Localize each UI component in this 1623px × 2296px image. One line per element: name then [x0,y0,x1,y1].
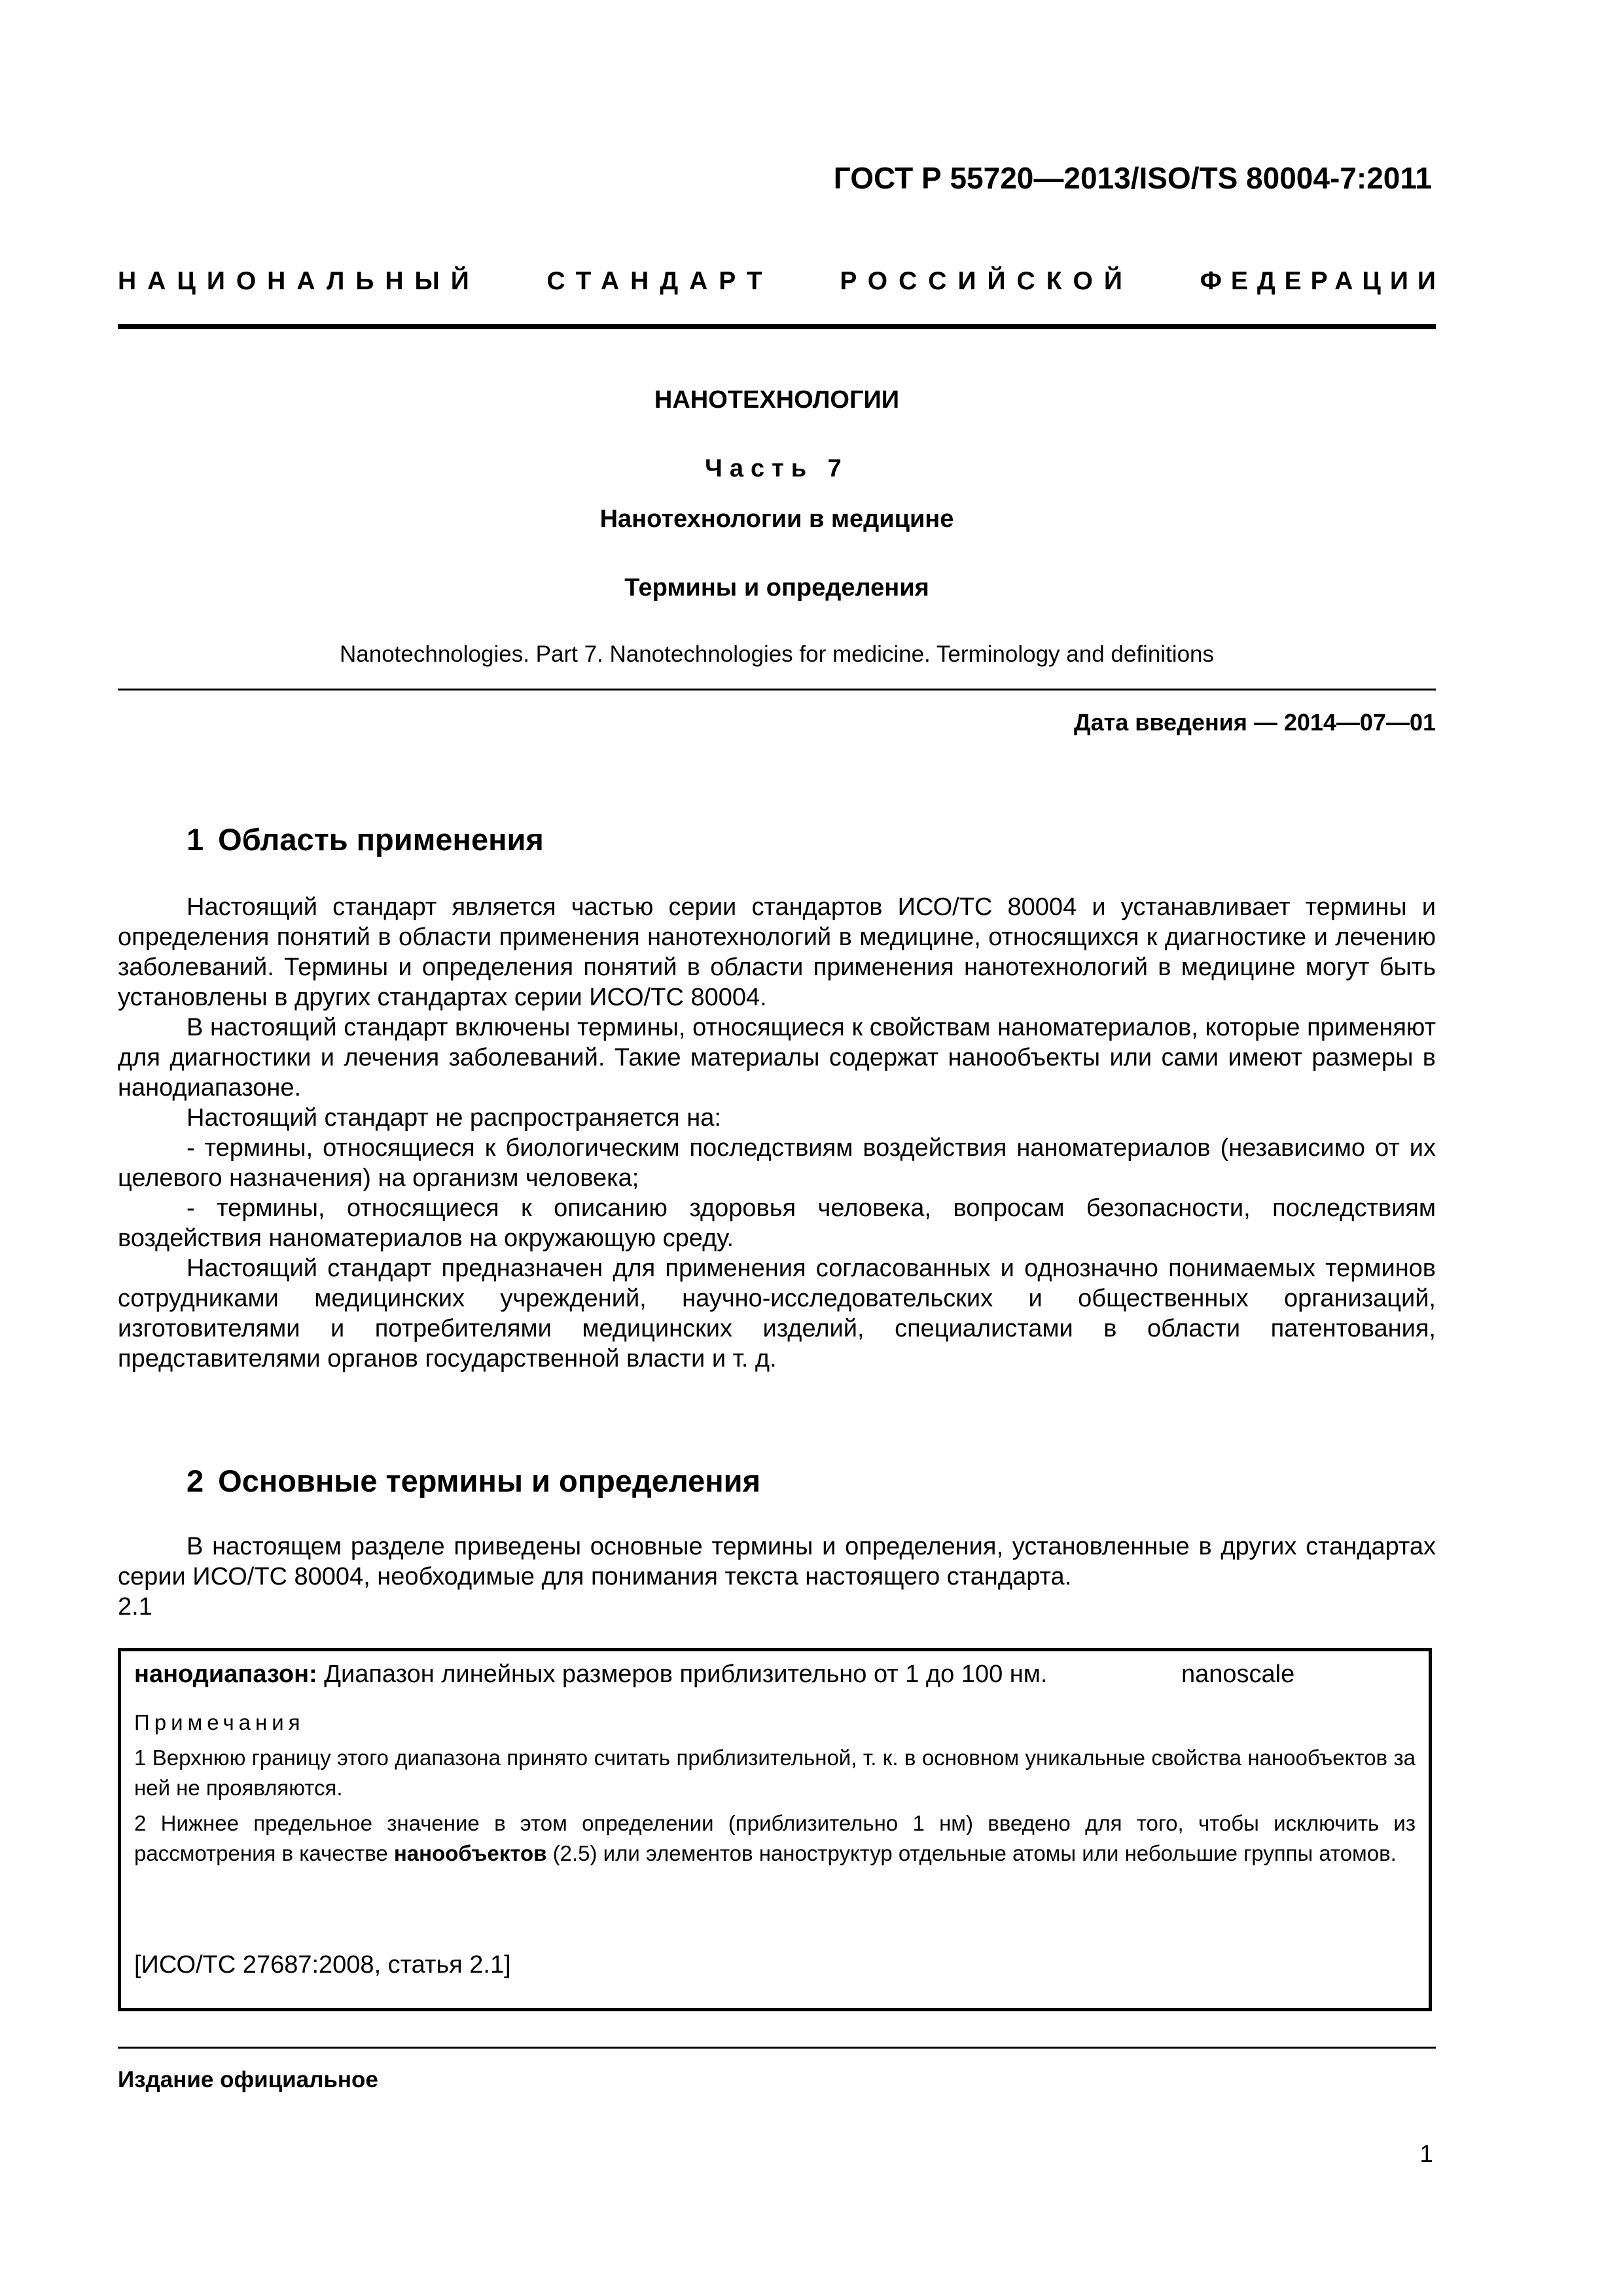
note-2-term-reference: нанообъектов [393,1841,547,1865]
list-item: - термины, относящиеся к биологическим последствиям воздействия наноматериалов (независимо от их целевого назначения) на организм человека; [118,1134,1436,1192]
section-number: 1 [187,822,204,857]
page-number: 1 [1419,2140,1433,2167]
introduction-date: Дата введения — 2014—07—01 [1073,709,1436,736]
section-title: Область применения [218,822,544,857]
national-standard-banner [118,267,1445,296]
banner-word: НАЦИОНАЛЬНЫЙ [118,267,480,295]
banner-word: СТАНДАРТ [546,267,774,295]
paragraph: Настоящий стандарт не распространяется на: [187,1104,721,1132]
note-2-text: 2 Нижнее предельное значение в этом определении (приблизительно 1 нм) введено для того, чтобы исключить из рассмотрения в качестве [134,1811,1416,1865]
paragraph: Настоящий стандарт является частью серии стандартов ИСО/ТС 80004 и устанавливает термины и определения понятий в области применения нанотехнологий в медицине, относящихся к диагностике и лечению заболеваний. Термины и определения понятий в области применения нанотехнологий в медицине могут быть установлены в других стандартах серии ИСО/ТС 80004. [118,893,1436,1011]
list-item: - термины, относящиеся к описанию здоровья человека, вопросам безопасности, последствиям воздействия наноматериалов на окружающую среду. [118,1194,1436,1252]
document-subtitle: Нанотехнологии в медицине [599,505,954,533]
paragraph: Настоящий стандарт предназначен для применения согласованных и однозначно понимаемых терминов сотрудниками медицинских учреждений, научно-исследовательских и общественных организаций, изготовителями и потребителями медицинских изделий, специалистами в области патентования, представителями органов государственной власти и т. д. [118,1255,1436,1372]
note-1: 1 Верхнюю границу этого диапазона принято считать приблизительной, т. к. в основном уникальные свойства нанообъектов за ней не проявляются. [134,1746,1416,1800]
paragraph: В настоящий стандарт включены термины, относящиеся к свойствам наноматериалов, которые применяют для диагностики и лечения заболеваний. Такие материалы содержат нанообъекты или сами имеют размеры в нанодиапазоне. [118,1014,1436,1102]
section-2-heading [187,1463,760,1499]
standard-code: ГОСТ Р 55720—2013/ISO/TS 80004-7:2011 [833,161,1432,195]
term-definition: Диапазон линейных размеров приблизительно от 1 до 100 нм. [324,1660,1048,1688]
section-2-body [118,1532,1436,1622]
section-number: 2 [187,1463,204,1498]
document-title: НАНОТЕХНОЛОГИИ [654,386,900,414]
part-label: Часть 7 [705,455,849,482]
section-1-body [118,892,1436,1374]
edition-label: Издание официальное [118,2067,378,2092]
term-name: нанодиапазон: [134,1660,317,1688]
banner-word: ФЕДЕРАЦИИ [1200,267,1445,295]
paragraph: В настоящем разделе приведены основные термины и определения, установленные в других стандартах серии ИСО/ТС 80004, необходимые для понимания текста настоящего стандарта. [118,1533,1436,1590]
term-english: nanoscale [1181,1660,1295,1688]
header-divider [118,324,1436,329]
document-subtitle-2: Термины и определения [624,574,929,601]
english-title: Nanotechnologies. Part 7. Nanotechnologies for medicine. Terminology and definitions [340,641,1214,667]
section-title: Основные термины и определения [218,1463,760,1498]
term-source: [ИСО/ТС 27687:2008, статья 2.1] [134,1951,511,1979]
note-2 [134,1808,1416,1869]
notes-title: Примечания [134,1710,305,1734]
section-1-heading [187,821,544,857]
term-entry [134,1660,1047,1689]
footer-divider [118,2047,1436,2049]
term-box [118,1648,1432,2011]
note-2-text-end: (2.5) или элементов наноструктур отдельные атомы или небольшие группы атомов. [546,1841,1397,1865]
banner-word: РОССИЙСКОЙ [840,267,1133,295]
item-number: 2.1 [118,1593,152,1621]
title-divider [118,689,1436,691]
